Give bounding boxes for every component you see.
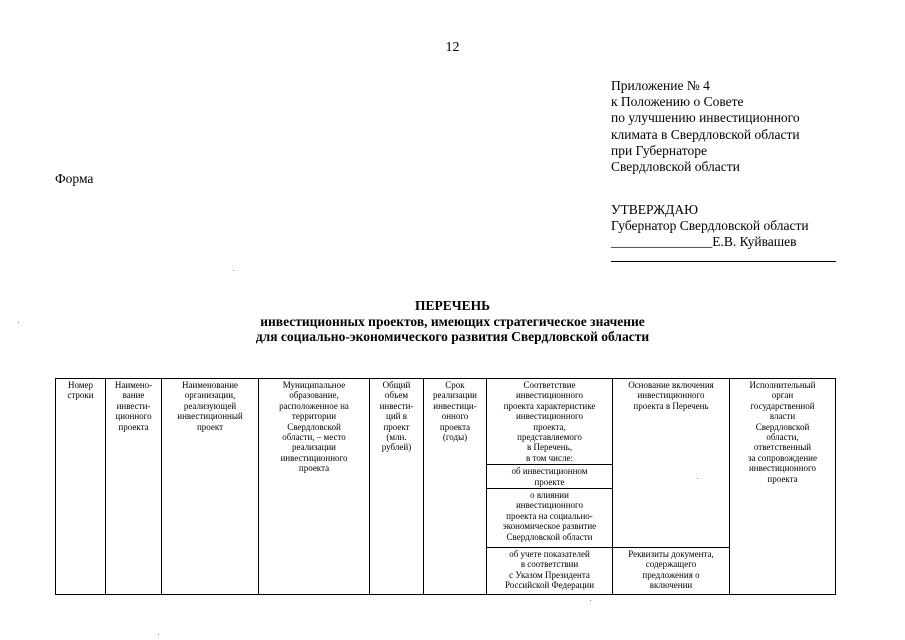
page-number: 12 — [445, 40, 460, 55]
scan-speck — [233, 270, 234, 271]
projects-table — [55, 378, 836, 595]
document-title — [0, 298, 905, 345]
sub-document-details: Реквизиты документа, содержащего предложения о включении — [613, 548, 730, 595]
col-implementation-term: Срок реализации инвестици- онного проекта (годы) — [424, 379, 487, 595]
appendix-line: Приложение № 4 — [611, 78, 710, 93]
col-row-number: Номер строки — [56, 379, 106, 595]
governor-signature: _______________Е.В. Куйвашев — [611, 234, 797, 249]
col-municipality: Муниципальное образование, расположенное на территории Свердловской области, – место реализации инвестиционного проекта — [259, 379, 370, 595]
scan-speck — [18, 322, 19, 323]
sub-impact: о влиянии инвестиционного проекта на социально- экономическое развитие Свердловской области — [487, 489, 613, 548]
sub-indicators: об учете показателей в соответствии с Указом Президента Российской Федерации — [487, 548, 613, 595]
col-project-name: Наимено- вание инвести- ционного проекта — [106, 379, 162, 595]
col-compliance: Соответствие инвестиционного проекта характеристике инвестиционного проекта, представляемого в Перечень, в том числе: — [487, 379, 613, 465]
appendix-line: к Положению о Совете — [611, 94, 744, 110]
governor-position: Губернатор Свердловской области — [611, 218, 809, 233]
appendix-line: по улучшению инвестиционного — [611, 110, 800, 126]
col-inclusion-basis: Основание включения инвестиционного проекта в Перечень — [613, 379, 730, 548]
scan-speck — [590, 600, 591, 601]
approve-heading: УТВЕРЖДАЮ — [611, 202, 699, 217]
appendix-line: климата в Свердловской области — [611, 126, 800, 142]
date-line — [611, 261, 836, 262]
appendix-header — [611, 78, 800, 175]
col-investment-volume: Общий объем инвести- ций в проект (млн. рублей) — [370, 379, 424, 595]
title-line: инвестиционных проектов, имеющих стратегическое значение — [260, 313, 645, 329]
approval-block — [611, 202, 809, 250]
title-heading: ПЕРЕЧЕНЬ — [414, 298, 491, 313]
scan-speck — [158, 634, 159, 635]
col-executive-body: Исполнительный орган государственной власти Свердловской области, ответственный за сопровождение инвестиционного проекта — [730, 379, 836, 595]
sub-about-project: об инвестиционном проекте — [487, 465, 613, 489]
col-organization: Наименование организации, реализующей инвестиционный проект — [162, 379, 259, 595]
appendix-line: при Губернаторе — [611, 142, 707, 158]
title-line: для социально-экономического развития Свердловской области — [255, 329, 650, 344]
appendix-line: Свердловской области — [611, 159, 740, 175]
form-label: Форма — [55, 171, 94, 186]
scan-speck — [697, 478, 698, 479]
